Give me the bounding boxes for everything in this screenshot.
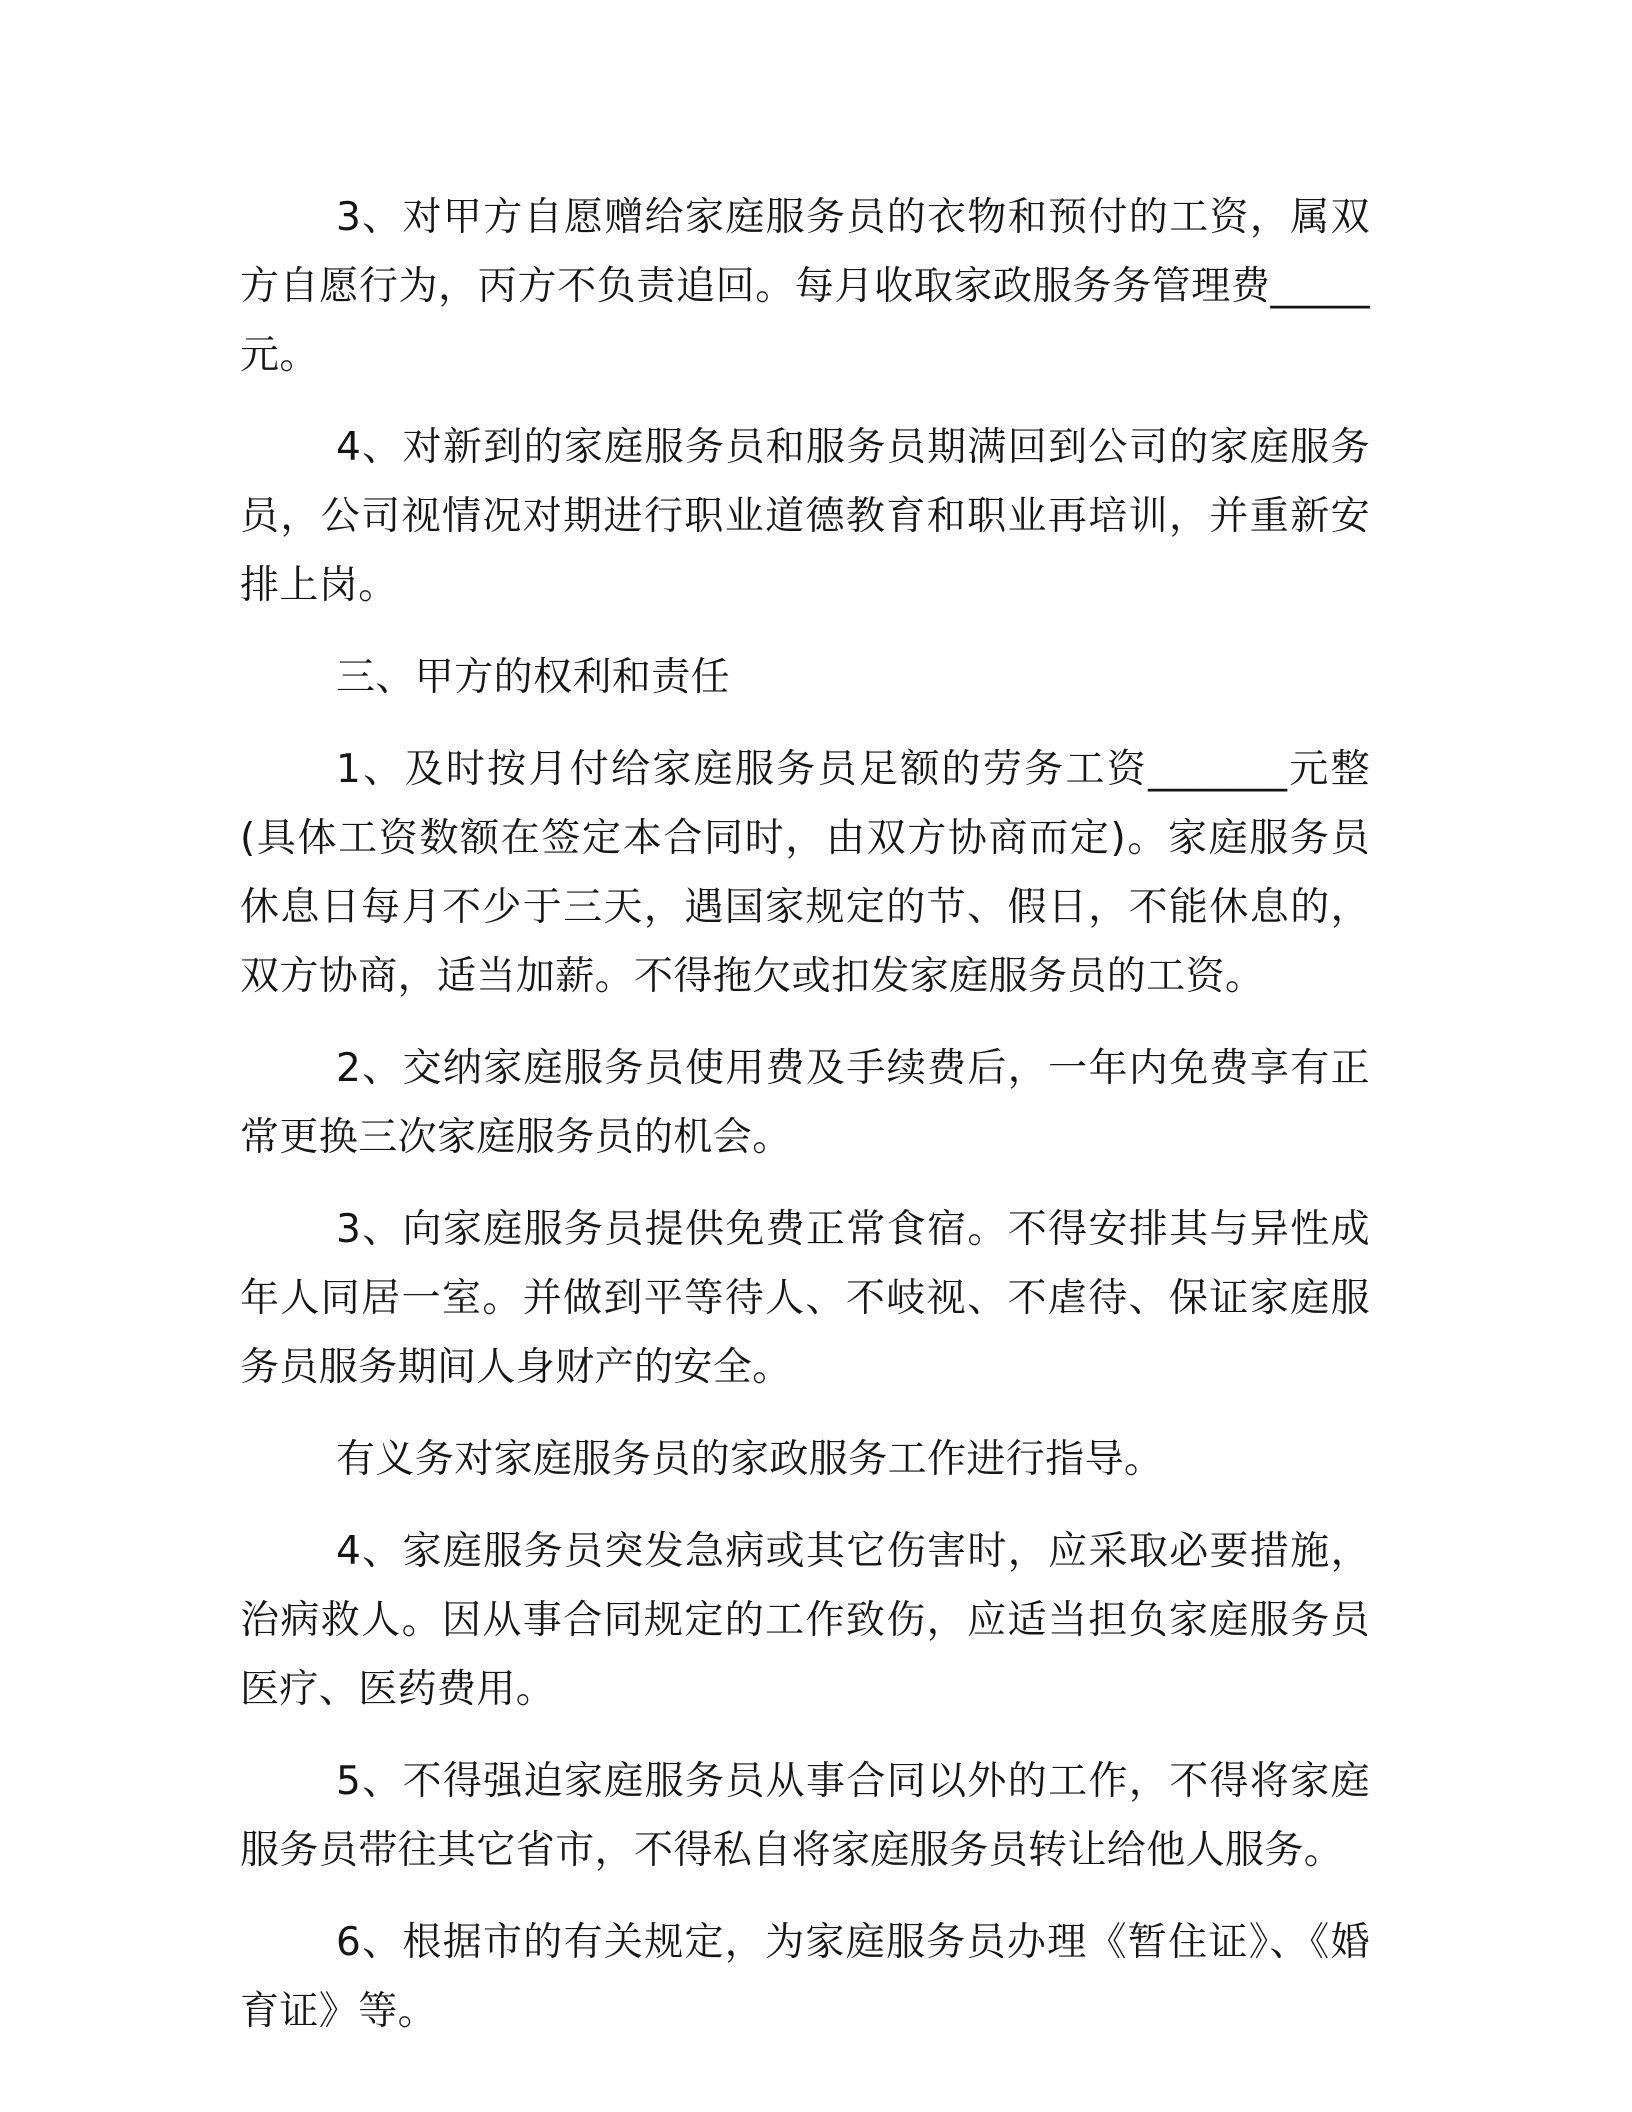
document-body <box>240 183 1370 2069</box>
section-heading-party-a-rights: 三、甲方的权利和责任 <box>336 655 731 700</box>
paragraph-item-3-accommodation: 3、向家庭服务员提供免费正常食宿。不得安排其与异性成年人同居一室。并做到平等待人、不岐视、不虐待、保证家庭服务员服务期间人身财产的安全。 <box>240 1207 1370 1390</box>
paragraph-guidance-duty: 有义务对家庭服务员的家政服务工作进行指导。 <box>336 1437 1164 1482</box>
paragraph-item-4-training: 4、对新到的家庭服务员和服务员期满回到公司的家庭服务员，公司视情况对期进行职业道德教育和职业再培训，并重新安排上岗。 <box>240 425 1370 608</box>
paragraph-item-6-permits: 6、根据市的有关规定，为家庭服务员办理《暂住证》、《婚育证》等。 <box>240 1920 1370 2034</box>
paragraph-item-5-restrictions: 5、不得强迫家庭服务员从事合同以外的工作，不得将家庭服务员带往其它省市，不得私自将家庭服务员转让给他人服务。 <box>240 1759 1370 1873</box>
paragraph-item-3-gifts-wages: 3、对甲方自愿赠给家庭服务员的衣物和预付的工资，属双方自愿行为，丙方不负责追回。每月收取家政服务务管理费_____元。 <box>240 195 1370 378</box>
paragraph-item-1-wages: 1、及时按月付给家庭服务员足额的劳务工资_______元整(具体工资数额在签定本合同时，由双方协商而定)。家庭服务员休息日每月不少于三天，遇国家规定的节、假日，不能休息的，双方协商，适当加薪。不得拖欠或扣发家庭服务员的工资。 <box>240 747 1370 999</box>
paragraph-item-4-medical: 4、家庭服务员突发急病或其它伤害时，应采取必要措施，治病救人。因从事合同规定的工作致伤，应适当担负家庭服务员医疗、医药费用。 <box>240 1529 1370 1712</box>
paragraph-item-2-replacement: 2、交纳家庭服务员使用费及手续费后，一年内免费享有正常更换三次家庭服务员的机会。 <box>240 1046 1370 1160</box>
